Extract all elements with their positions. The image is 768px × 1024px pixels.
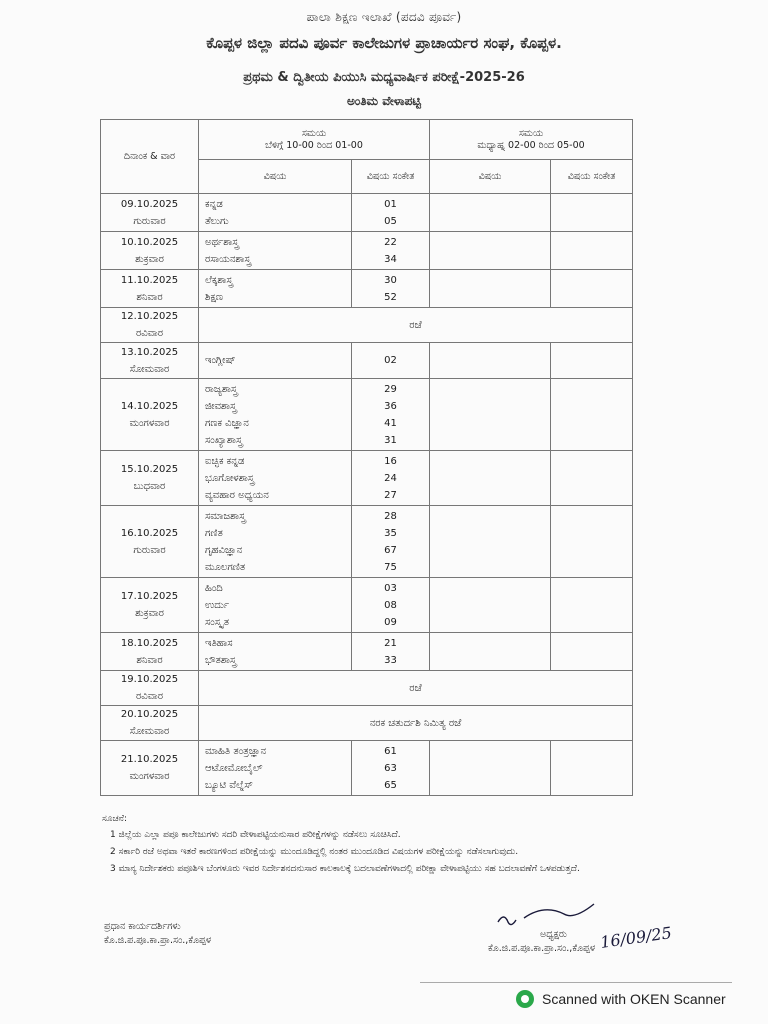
president-signature-block bbox=[488, 928, 595, 956]
subject-code: 02 bbox=[384, 355, 397, 366]
subject-code: 28 bbox=[384, 510, 397, 522]
subject-name: ಮೂಲಗಣಿತ bbox=[205, 561, 246, 573]
exam-date: 21.10.2025 bbox=[120, 754, 179, 765]
exam-date: 19.10.2025 bbox=[120, 674, 179, 685]
table-row bbox=[101, 232, 633, 270]
subject-header: ವಿಷಯ bbox=[199, 160, 352, 194]
subject-name: ಇತಿಹಾಸ bbox=[205, 637, 233, 649]
subject-name: ಇಂಗ್ಲೀಷ್ bbox=[205, 355, 236, 366]
date-cell bbox=[101, 506, 199, 578]
afternoon-empty-cell bbox=[551, 578, 633, 633]
subjects-cell bbox=[199, 343, 352, 379]
exam-weekday: ಬುಧವಾರ bbox=[133, 481, 166, 492]
subjects-cell bbox=[199, 578, 352, 633]
subject-name: ಉರ್ದು bbox=[205, 599, 230, 611]
subject-name: ಗೃಹವಿಜ್ಞಾನ bbox=[205, 544, 243, 556]
date-cell bbox=[101, 379, 199, 451]
notes-list bbox=[102, 828, 662, 876]
subject-name: ಕನ್ನಡ bbox=[205, 198, 223, 210]
exam-date: 09.10.2025 bbox=[120, 198, 179, 210]
secretary-signature-block bbox=[104, 920, 211, 948]
subject-code: 65 bbox=[384, 779, 397, 791]
exam-weekday: ಸೋಮವಾರ bbox=[129, 726, 170, 737]
date-cell bbox=[101, 671, 199, 706]
subjects-cell bbox=[199, 506, 352, 578]
subject-name: ಗಣಿತ bbox=[205, 527, 223, 539]
afternoon-empty-cell bbox=[551, 194, 633, 232]
subject-name: ಸಂಸ್ಕೃತ bbox=[205, 616, 230, 628]
subject-code: 75 bbox=[384, 561, 397, 573]
subject-code: 22 bbox=[384, 236, 397, 248]
department-title: ಪಾಲಾ ಶಿಕ್ಷಣ ಇಲಾಖೆ (ಪದವಿ ಪೂರ್ವ) bbox=[306, 10, 462, 24]
date-cell bbox=[101, 270, 199, 308]
subject-code: 27 bbox=[384, 489, 397, 501]
table-row bbox=[101, 343, 633, 379]
holiday-cell: ರಜೆ bbox=[199, 671, 633, 706]
table-row bbox=[101, 270, 633, 308]
subjects-cell bbox=[199, 232, 352, 270]
afternoon-empty-cell bbox=[430, 343, 551, 379]
morning-time: ಬೆಳಿಗ್ಗೆ 10-00 ರಿಂದ 01-00 bbox=[265, 139, 363, 151]
table-row bbox=[101, 506, 633, 578]
time-label: ಸಮಯ bbox=[518, 127, 544, 139]
subject-name: ಸಂಖ್ಯಾಶಾಸ್ತ್ರ bbox=[205, 434, 243, 446]
note-item: 1 ಜಿಲ್ಲೆಯ ಎಲ್ಲಾ ಪಪೂ ಕಾಲೇಜುಗಳು ಸದರಿ ವೇಳಾಪಟ್ಟಿಯನುಸಾರ ಪರೀಕ್ಷೆಗಳನ್ನು ನಡೆಸಲು ಸೂಚಿಸಿದೆ. bbox=[110, 830, 401, 840]
afternoon-empty-cell bbox=[430, 379, 551, 451]
exam-timetable bbox=[100, 119, 633, 796]
date-cell bbox=[101, 633, 199, 671]
subjects-cell bbox=[199, 194, 352, 232]
afternoon-empty-cell bbox=[551, 232, 633, 270]
subject-name: ಗಣಕ ವಿಜ್ಞಾನ bbox=[205, 417, 249, 429]
subject-name: ಭೂಗೋಳಶಾಸ್ತ್ರ bbox=[205, 472, 255, 484]
exam-date: 18.10.2025 bbox=[120, 637, 179, 649]
subject-name: ಅರ್ಥಶಾಸ್ತ್ರ bbox=[205, 236, 239, 248]
subject-name: ಮಾಹಿತಿ ತಂತ್ರಜ್ಞಾನ bbox=[205, 745, 267, 757]
exam-weekday: ಮಂಗಳವಾರ bbox=[129, 417, 170, 429]
subject-code: 63 bbox=[384, 762, 397, 774]
afternoon-empty-cell bbox=[430, 232, 551, 270]
table-row bbox=[101, 578, 633, 633]
subject-code: 52 bbox=[384, 291, 397, 303]
subjects-cell bbox=[199, 379, 352, 451]
subject-code: 24 bbox=[384, 472, 397, 484]
table-row bbox=[101, 451, 633, 506]
subject-code: 67 bbox=[384, 544, 397, 556]
subjects-cell bbox=[199, 451, 352, 506]
subject-code: 01 bbox=[384, 198, 397, 210]
code-header: ವಿಷಯ ಸಂಕೇತ bbox=[352, 160, 430, 194]
codes-cell bbox=[352, 343, 430, 379]
table-row bbox=[101, 741, 633, 796]
subject-code: 61 bbox=[384, 745, 397, 757]
afternoon-empty-cell bbox=[430, 194, 551, 232]
afternoon-empty-cell bbox=[430, 451, 551, 506]
final-timetable-title: ಅಂತಿಮ ವೇಳಾಪಟ್ಟಿ bbox=[347, 94, 421, 108]
timetable-body bbox=[101, 194, 633, 796]
president-org: ಕೊ.ಜಿ.ಪ.ಪೂ.ಕಾ.ಪ್ರಾ.ಸಂ.,ಕೊಪ್ಪಳ bbox=[488, 943, 596, 954]
exam-date: 10.10.2025 bbox=[120, 236, 179, 248]
subject-code: 09 bbox=[384, 616, 397, 628]
date-cell bbox=[101, 232, 199, 270]
code-header: ವಿಷಯ ಸಂಕೇತ bbox=[551, 160, 633, 194]
afternoon-empty-cell bbox=[551, 343, 633, 379]
afternoon-empty-cell bbox=[430, 633, 551, 671]
subject-name: ಸಮಾಜಶಾಸ್ತ್ರ bbox=[205, 510, 246, 522]
codes-cell bbox=[352, 578, 430, 633]
exam-date: 16.10.2025 bbox=[120, 527, 179, 539]
association-title: ಕೊಪ್ಪಳ ಜಿಲ್ಲಾ ಪದವಿ ಪೂರ್ವ ಕಾಲೇಜುಗಳ ಪ್ರಾಚಾರ್ಯರ ಸಂಘ, ಕೊಪ್ಪಳ. bbox=[206, 34, 562, 52]
scanner-text: Scanned with OKEN Scanner bbox=[542, 991, 726, 1007]
subjects-cell bbox=[199, 633, 352, 671]
subject-header: ವಿಷಯ bbox=[430, 160, 551, 194]
subject-name: ಲೆಕ್ಕಶಾಸ್ತ್ರ bbox=[205, 274, 233, 286]
subject-code: 29 bbox=[384, 383, 397, 395]
exam-weekday: ರವಿವಾರ bbox=[136, 328, 163, 339]
subjects-cell bbox=[199, 741, 352, 796]
afternoon-empty-cell bbox=[551, 270, 633, 308]
subject-code: 41 bbox=[384, 417, 397, 429]
afternoon-session-header bbox=[430, 120, 633, 160]
exam-date: 20.10.2025 bbox=[120, 709, 179, 720]
exam-weekday: ಸೋಮವಾರ bbox=[129, 363, 170, 375]
codes-cell bbox=[352, 451, 430, 506]
subject-name: ಹಿಂದಿ bbox=[205, 582, 223, 594]
exam-weekday: ಶನಿವಾರ bbox=[136, 654, 163, 666]
exam-weekday: ಗುರುವಾರ bbox=[133, 544, 166, 556]
footer-divider bbox=[420, 982, 732, 983]
notes-section bbox=[102, 812, 662, 879]
note-item: 3 ಮಾನ್ಯ ನಿರ್ದೇಶಕರು ಪಪೂಶಿಇ ಬೆಂಗಳೂರು ಇವರ ನಿರ್ದೇಶನದನುಸಾರ ಕಾಲಕಾಲಕ್ಕೆ ಬದಲಾವಣೆಗಳಾದಲ್ಲಿ ಪರೀಕ್ಷಾ ವೇಳಾಪಟ್ಟಿಯು ಸಹ ಬದಲಾವಣೆಗೆ ಒಳಪಡುತ್ತದೆ. bbox=[110, 864, 580, 874]
afternoon-empty-cell bbox=[430, 741, 551, 796]
date-cell bbox=[101, 706, 199, 741]
secretary-org: ಕೊ.ಜಿ.ಪ.ಪೂ.ಕಾ.ಪ್ರಾ.ಸಂ.,ಕೊಪ್ಪಳ bbox=[104, 935, 212, 946]
codes-cell bbox=[352, 194, 430, 232]
exam-title: ಪ್ರಥಮ & ದ್ವಿತೀಯ ಪಿಯುಸಿ ಮಧ್ಯವಾರ್ಷಿಕ ಪರೀಕ್ಷೆ-2025-26 bbox=[243, 70, 525, 85]
subject-code: 30 bbox=[384, 274, 397, 286]
date-cell bbox=[101, 308, 199, 343]
president-title: ಅಧ್ಯಕ್ಷರು bbox=[540, 929, 567, 940]
subject-name: ಶಿಕ್ಷಣ bbox=[205, 291, 223, 303]
exam-weekday: ಶುಕ್ರವಾರ bbox=[135, 253, 164, 265]
subject-name: ರಾಜ್ಯಶಾಸ್ತ್ರ bbox=[205, 383, 238, 395]
table-row bbox=[101, 379, 633, 451]
subject-code: 08 bbox=[384, 599, 397, 611]
exam-date: 17.10.2025 bbox=[120, 591, 179, 602]
notes-title: ಸೂಚನೆ: bbox=[102, 814, 128, 824]
date-cell bbox=[101, 451, 199, 506]
scanner-logo-icon bbox=[516, 990, 534, 1008]
subject-name: ಬ್ಯೂಟಿ ವೆಲ್ನೆಸ್ bbox=[205, 779, 253, 791]
afternoon-time: ಮಧ್ಯಾಹ್ನ 02-00 ರಿಂದ 05-00 bbox=[477, 139, 585, 151]
table-row bbox=[101, 194, 633, 232]
subject-code: 31 bbox=[384, 434, 397, 446]
exam-date: 12.10.2025 bbox=[120, 311, 179, 322]
exam-weekday: ಮಂಗಳವಾರ bbox=[129, 771, 170, 782]
holiday-cell: ರಜೆ bbox=[199, 308, 633, 343]
codes-cell bbox=[352, 633, 430, 671]
exam-weekday: ರವಿವಾರ bbox=[136, 691, 163, 702]
exam-weekday: ಶುಕ್ರವಾರ bbox=[135, 608, 164, 619]
date-cell bbox=[101, 741, 199, 796]
subject-code: 36 bbox=[384, 400, 397, 412]
exam-date: 13.10.2025 bbox=[120, 346, 179, 358]
codes-cell bbox=[352, 741, 430, 796]
subject-name: ವ್ಯವಹಾರ ಅಧ್ಯಯನ bbox=[205, 489, 269, 501]
date-day-header: ದಿನಾಂಕ & ವಾರ bbox=[101, 120, 199, 194]
exam-date: 11.10.2025 bbox=[120, 274, 179, 286]
codes-cell bbox=[352, 506, 430, 578]
note-item: 2 ಸರ್ಕಾರಿ ರಜೆ ಅಥವಾ ಇತರೆ ಕಾರಣಗಳಿಂದ ಪರೀಕ್ಷೆಯನ್ನು ಮುಂದೂಡಿದ್ದಲ್ಲಿ ನಂತರ ಮುಂದೂಡಿದ ವಿಷಯಗಳ ಪರೀಕ್ಷೆಯನ್ನು ನಡೆಸಲಾಗುವುದು. bbox=[110, 847, 519, 857]
subject-code: 33 bbox=[384, 654, 397, 666]
subject-code: 03 bbox=[384, 582, 397, 594]
subject-code: 21 bbox=[384, 637, 397, 649]
date-cell bbox=[101, 343, 199, 379]
subject-code: 34 bbox=[384, 253, 397, 265]
table-row bbox=[101, 671, 633, 706]
subject-code: 05 bbox=[384, 215, 397, 227]
subject-name: ಭೌತಶಾಸ್ತ್ರ bbox=[205, 654, 237, 666]
table-row bbox=[101, 706, 633, 741]
subject-code: 16 bbox=[384, 455, 397, 467]
afternoon-empty-cell bbox=[551, 379, 633, 451]
date-cell bbox=[101, 578, 199, 633]
exam-date: 15.10.2025 bbox=[120, 464, 179, 475]
afternoon-empty-cell bbox=[430, 578, 551, 633]
afternoon-empty-cell bbox=[551, 451, 633, 506]
holiday-cell: ನರಕ ಚತುರ್ದಶಿ ನಿಮಿತ್ಯ ರಜೆ bbox=[199, 706, 633, 741]
subject-name: ರಸಾಯನಶಾಸ್ತ್ರ bbox=[205, 253, 251, 265]
subject-name: ಆಟೋಮೋಬೈಲ್ bbox=[205, 762, 263, 774]
morning-session-header bbox=[199, 120, 430, 160]
secretary-title: ಪ್ರಧಾನ ಕಾರ್ಯದರ್ಶಿಗಳು bbox=[104, 921, 181, 932]
codes-cell bbox=[352, 232, 430, 270]
afternoon-empty-cell bbox=[430, 270, 551, 308]
codes-cell bbox=[352, 270, 430, 308]
table-row bbox=[101, 633, 633, 671]
codes-cell bbox=[352, 379, 430, 451]
table-row bbox=[101, 308, 633, 343]
exam-date: 14.10.2025 bbox=[120, 400, 179, 412]
scanner-watermark bbox=[516, 990, 726, 1008]
handwritten-date: 16/09/25 bbox=[599, 923, 673, 952]
subject-name: ಜೀವಶಾಸ್ತ್ರ bbox=[205, 400, 237, 412]
subject-code: 35 bbox=[384, 527, 397, 539]
afternoon-empty-cell bbox=[551, 506, 633, 578]
afternoon-empty-cell bbox=[551, 633, 633, 671]
time-label: ಸಮಯ bbox=[301, 127, 327, 139]
subject-name: ಐಚ್ಛಿಕ ಕನ್ನಡ bbox=[205, 455, 245, 467]
afternoon-empty-cell bbox=[430, 506, 551, 578]
subject-name: ತೆಲುಗು bbox=[205, 215, 229, 227]
afternoon-empty-cell bbox=[551, 741, 633, 796]
exam-weekday: ಗುರುವಾರ bbox=[133, 215, 166, 227]
exam-weekday: ಶನಿವಾರ bbox=[136, 291, 163, 303]
date-cell bbox=[101, 194, 199, 232]
subjects-cell bbox=[199, 270, 352, 308]
